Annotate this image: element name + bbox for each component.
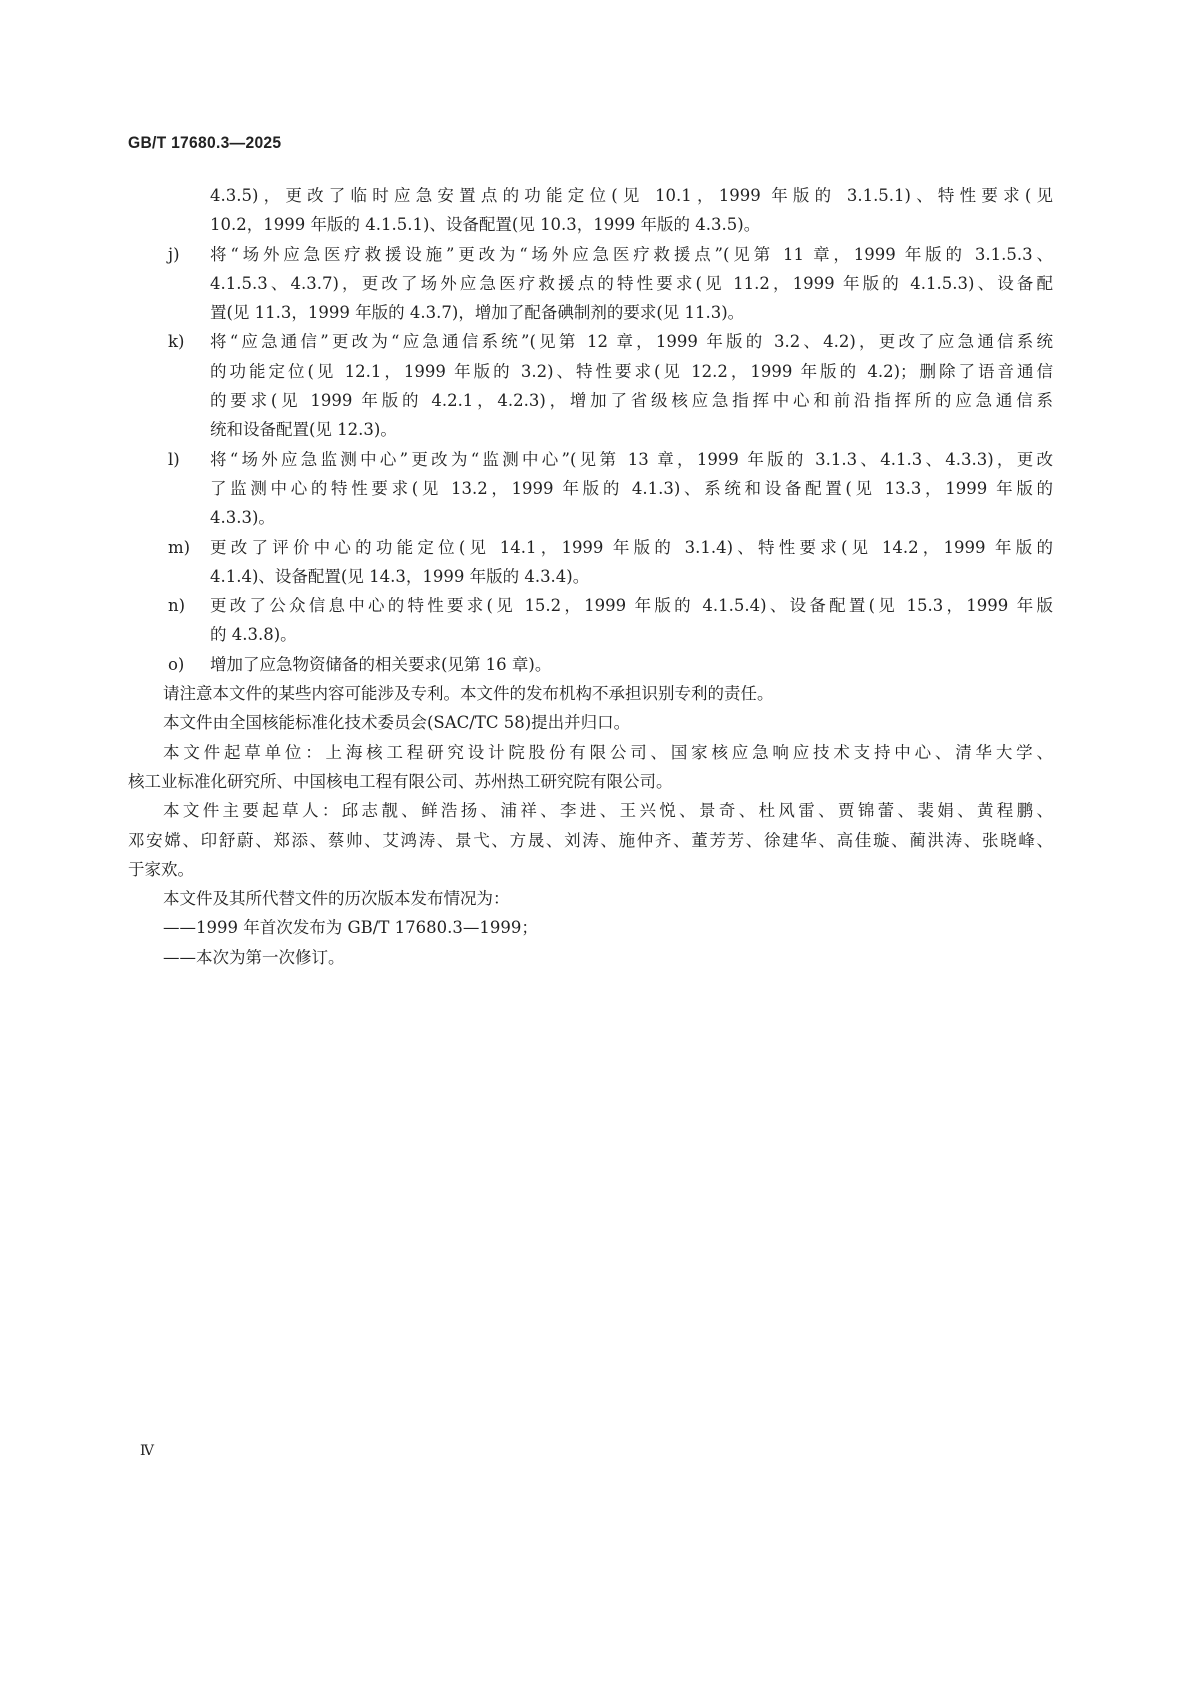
- text-line: 4.3.5)，更改了临时应急安置点的功能定位(见 10.1，1999 年版的 3.1.5.1)、特性要求(见: [210, 186, 1053, 205]
- text-line: 邓安嫦、印舒蔚、郑添、蔡帅、艾鸿涛、景弋、方晟、刘涛、施仲齐、董芳芳、徐建华、高佳璇、蔺洪涛、张晓峰、: [128, 830, 1053, 850]
- paragraph: [128, 708, 1053, 737]
- history-entry: ——本次为第一次修订。: [163, 947, 345, 967]
- list-item: [128, 327, 1053, 444]
- list-item-continuation: [128, 181, 1053, 240]
- paragraph: [128, 738, 1053, 797]
- list-item-label: n): [168, 596, 186, 616]
- text-line: 4.3.3)。: [210, 508, 275, 528]
- page-number: Ⅳ: [140, 1443, 154, 1459]
- text-line: 了监测中心的特性要求(见 13.2，1999 年版的 4.1.3)、系统和设备配置(见 13.3，1999 年版的: [210, 478, 1053, 498]
- text-line: 10.2，1999 年版的 4.1.5.1)、设备配置(见 10.3，1999 年版的 4.3.5)。: [210, 215, 761, 235]
- history-entry: ——1999 年首次发布为 GB/T 17680.3—1999；: [163, 918, 538, 938]
- text-line: 更改了公众信息中心的特性要求(见 15.2，1999 年版的 4.1.5.4)、设备配置(见 15.3，1999 年版: [210, 596, 1053, 616]
- text-line: 更改了评价中心的功能定位(见 14.1，1999 年版的 3.1.4)、特性要求(见 14.2，1999 年版的: [210, 537, 1053, 557]
- text-line: 将“场外应急监测中心”更改为“监测中心”(见第 13 章，1999 年版的 3.1.3、4.1.3、4.3.3)，更改: [210, 449, 1053, 469]
- paragraph: [128, 679, 1053, 708]
- text-line: 的要求(见 1999 年版的 4.2.1，4.2.3)，增加了省级核应急指挥中心和前沿指挥所的应急通信系: [210, 391, 1053, 411]
- list-item-label: j): [168, 244, 180, 264]
- paragraph: [128, 884, 1053, 913]
- list-item: [128, 240, 1053, 328]
- text-line: 4.1.4)、设备配置(见 14.3，1999 年版的 4.3.4)。: [210, 566, 590, 586]
- text-line: 本文件及其所代替文件的历次版本发布情况为：: [163, 889, 510, 909]
- list-item: [128, 591, 1053, 650]
- text-line: 置(见 11.3，1999 年版的 4.3.7)，增加了配备碘制剂的要求(见 11.3)。: [210, 303, 745, 323]
- text-line: 本文件起草单位：上海核工程研究设计院股份有限公司、国家核应急响应技术支持中心、清华大学、: [163, 742, 1053, 762]
- list-item: [128, 445, 1053, 533]
- text-line: 本文件主要起草人：邱志靓、鲜浩扬、浦祥、李进、王兴悦、景奇、杜风雷、贾锦蕾、裴娟、黄程鹏、: [163, 801, 1053, 821]
- document-body: [128, 181, 1053, 972]
- text-line: 请注意本文件的某些内容可能涉及专利。本文件的发布机构不承担识别专利的责任。: [163, 684, 774, 704]
- text-line: 的功能定位(见 12.1，1999 年版的 3.2)、特性要求(见 12.2，1999 年版的 4.2)；删除了语音通信: [210, 361, 1053, 381]
- text-line: 核工业标准化研究所、中国核电工程有限公司、苏州热工研究院有限公司。: [128, 771, 673, 791]
- version-history: [128, 913, 1053, 972]
- list-item-label: o): [168, 654, 185, 674]
- text-line: 统和设备配置(见 12.3)。: [210, 420, 397, 440]
- list-item: [128, 533, 1053, 592]
- text-line: 将“场外应急医疗救援设施”更改为“场外应急医疗救援点”(见第 11 章，1999 年版的 3.1.5.3、: [210, 244, 1053, 264]
- text-line: 本文件由全国核能标准化技术委员会(SAC/TC 58)提出并归口。: [163, 713, 631, 733]
- text-line: 于家欢。: [128, 859, 194, 879]
- text-line: 4.1.5.3、4.3.7)，更改了场外应急医疗救援点的特性要求(见 11.2，1999 年版的 4.1.5.3)、设备配: [210, 273, 1053, 293]
- list-item-label: l): [168, 449, 180, 469]
- list-item-label: m): [168, 537, 191, 557]
- paragraph: [128, 796, 1053, 884]
- list-item: [128, 650, 1053, 679]
- text-line: 将“应急通信”更改为“应急通信系统”(见第 12 章，1999 年版的 3.2、4.2)，更改了应急通信系统: [210, 332, 1053, 352]
- text-line: 增加了应急物资储备的相关要求(见第 16 章)。: [210, 654, 552, 674]
- standard-number-header: GB/T 17680.3—2025: [128, 133, 282, 152]
- text-line: 的 4.3.8)。: [210, 625, 297, 645]
- list-item-label: k): [168, 332, 185, 352]
